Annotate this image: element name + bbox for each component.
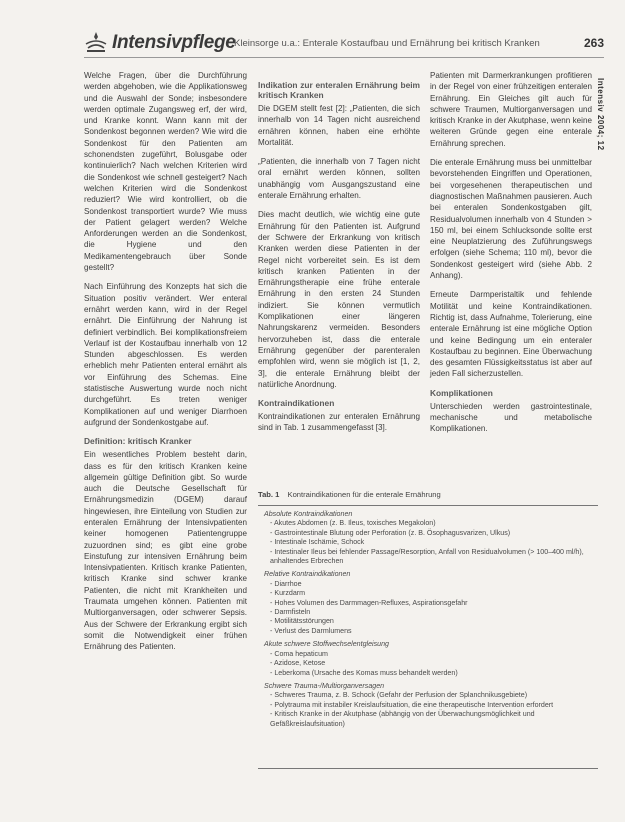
- table-item: - Intestinaler Ileus bei fehlender Passage/Resorption, Anfall von Residualvolumen (> 100–400 ml/h), anhaltendes Erbrechen: [270, 547, 584, 566]
- section-heading: Kontraindikationen: [258, 398, 335, 409]
- brand-title: Intensivpflege: [112, 32, 236, 53]
- table-group: [264, 640, 598, 678]
- table-item: - Darmfisteln: [270, 608, 311, 617]
- table-item: - Motilitätsstörungen: [270, 617, 334, 626]
- table-item: - Schweres Trauma, z. B. Schock (Gefahr der Perfusion der Splanchnikusgebiete): [270, 691, 528, 700]
- table-group: [264, 682, 598, 729]
- paragraph: Patienten mit Darmerkrankungen profitieren in der Regel von einer frühzeitigen enteralen Ernährung. Ein Gleiches gilt auch für schwere Traumen, Multiorganversagen und kritisch Kranke in der Akutphase, wenn keine weiteren Gründe gegen eine enterale Ernährung sprechen.: [430, 71, 592, 148]
- paragraph: Welche Fragen, über die Durchführung werden abgehoben, wie die Applikationsweg und die Auswahl der Sonde; insbesondere werden optimale Zugangsweg erf, der wird, und Kranke konnt. Wann kann mit der Sondenkost begonnen werden? Wie wird die Sondenkost für den Patienten am schonendsten zugeführt, Bolusgabe oder kontinuierlich? Nach welchen Kriterien wird die Sondenkost wie schnell gesteigert? Nach welchen Kriterien wird die Sondenkost reduziert? Wie wird kontrolliert, ob die Sondenkost transportiert wurde? Wie muss der Patient gelagert werden? Welche Anforderungen werden an die Sondenkost, die Hygiene und den Medikamentengebrauch über Sonde gestellt?: [84, 71, 247, 273]
- table-item: - Intestinale Ischämie, Schock: [270, 538, 365, 547]
- table-item: - Hohes Volumen des Darmmagen-Refluxes, Aspirationsgefahr: [270, 598, 468, 607]
- table-item: - Azidose, Ketose: [270, 659, 326, 668]
- paragraph: Kontraindikationen zur enteralen Ernährung sind in Tab. 1 zusammengefasst [3].: [258, 412, 420, 433]
- text-column-left: [84, 70, 247, 661]
- table-group-heading: Relative Kontraindikationen: [264, 570, 351, 579]
- section-heading: Komplikationen: [430, 387, 493, 398]
- table-group: [264, 510, 598, 566]
- table-group-heading: Absolute Kontraindikationen: [264, 510, 353, 518]
- header-rule: [84, 57, 604, 58]
- page-number: 263: [583, 36, 604, 50]
- page-header: [84, 31, 604, 55]
- section-heading: Indikation zur enteralen Ernährung beim kritisch Kranken: [258, 80, 420, 100]
- table-item: - Kurzdarm: [270, 589, 306, 598]
- text-column-right: [430, 70, 592, 443]
- table-group: [264, 570, 598, 636]
- paragraph: Unterschieden werden gastrointestinale, mechanische und metabolische Komplikationen.: [430, 401, 592, 434]
- paragraph: Ein wesentliches Problem besteht darin, dass es für den kritisch Kranken keine allgemein gültige Definition gibt. So wurde auch die Deutsche Gesellschaft für Ernährungsmedizin (DGEM) darauf hingewiesen, ihre Einteilung von Studien zur enteralen Ernährung der Intensivpatienten keiner homogenen Patientengruppe zuzuordnen sind; es gibt eine grobe Einstufung zur intensiven Ernährung beim Intensivpatienten. Kritisch kranke Patienten, kritisch Kranke sind schwer kranke Patienten, die nicht mit Krankheiten und Traumata umgehen können. Patienten mit Multiorganversagen, oder schwerer Sepsis. Aus der Schwere der Erkrankung ergibt sich somit die Notwendigkeit einer frühen Ernährung des Patienten.: [84, 450, 247, 652]
- table-label: Tab. 1: [258, 490, 280, 499]
- table-item: - Coma hepaticum: [270, 649, 328, 658]
- paragraph: Dies macht deutlich, wie wichtig eine gute Ernährung für den Patienten ist. Aufgrund der Schwere der Erkrankung von kritisch Kranken werden diese Patienten in der Regel nicht vorbereitet sein. Es ist dem kritisch kranken Patienten in der Ernährungstherapie eine frühe enterale Ernährung in den ersten 24 Stunden indiziert. Sie können vermutlich Komplikationen einer längeren Nahrungskarenz vermeiden. Besonders hervorzuheben ist, dass die enterale Ernährung gegenüber der parenteralen empfohlen wird, wenn sie möglich ist [1, 2, 3], die enterale Ernährung bleibt der natürliche Anordnung.: [258, 210, 420, 389]
- table-group-heading: Akute schwere Stoffwechselentgleisung: [264, 640, 389, 649]
- table-group-heading: Schwere Trauma-/Multiorganversagen: [264, 681, 385, 690]
- running-title: Kleinsorge u.a.: Enterale Kostaufbau und Ernährung bei kritisch Kranken: [234, 38, 540, 49]
- text-column-middle: [258, 80, 420, 442]
- table-caption-text: Kontraindikationen für die enterale Ernährung: [287, 490, 441, 499]
- paragraph: Die enterale Ernährung muss bei unmittelbar bevorstehenden Eingriffen und Operationen, bei vorgesehenen therapeutischen und diagnostischen Maßnahmen pausieren. Auch bei enteralen Sondenkostgaben gilt, Residualvolumen innerhalb von 4 Stunden > 150 ml, bei einem Schlucksonde sollte erst eine Neuplatzierung des Zuführungswegs erfolgen (siehe Schema; 110 ml), bevor die Sondenkost gesteigert wird (siehe Abb. 2 Anhang).: [430, 158, 592, 281]
- contraindication-table: [258, 505, 598, 769]
- section-heading: Definition: kritisch Kranker: [84, 436, 192, 447]
- table-item: - Akutes Abdomen (z. B. Ileus, toxisches Megakolon): [270, 519, 436, 528]
- paragraph: Nach Einführung des Konzepts hat sich die Situation positiv verändert. Wer enteral ernährt werden kann, wird in der Regel ernährt. Die Einführung der Nahrung ist definiert verbindlich. Bei komplikationsfreiem Verlauf ist der Kostaufbau innerhalb von 12 Stunden abgeschlossen. Es werden erheblich mehr Patienten enteral ernährt als vor Einführung des Schemas. Eine statistische Auswertung wurde noch nicht durchgeführt. Es treten weniger Komplikationen auf und weniger Diarrhoen aufgrund der Sondenkostgabe auf.: [84, 282, 247, 427]
- table-item: - Gastrointestinale Blutung oder Perforation (z. B. Ösophagusvarizen, Ulkus): [270, 528, 511, 537]
- intensivpflege-logo-icon: [84, 31, 108, 53]
- paragraph: Erneute Darmperistaltik und fehlende Motilität und keine Kontraindikationen. Richtig ist, dass Aufnahme, Tolerierung, eine enterale Ernährung ist eine mögliche Option und keine Bedingung um ein enteraler Kostaufbau zu beginnen. Eine Überwachung des gesamten Flüssigkeitsstatus ist aber auf jeden Fall sicherzustellen.: [430, 290, 592, 379]
- table-item: - Polytrauma mit instabiler Kreislaufsituation, die eine therapeutische Intervention erfordert: [270, 700, 554, 709]
- table-item: - Leberkoma (Ursache des Komas muss behandelt werden): [270, 668, 458, 677]
- side-journal-label: Intensiv 2004; 12: [596, 78, 605, 151]
- paragraph: „Patienten, die innerhalb von 7 Tagen nicht oral ernährt werden können, sollten unabhängig vom Ausgangszustand eine enterale Ernährung erhalten.: [258, 157, 420, 201]
- table-item: - Kritisch Kranke in der Akutphase (abhängig von der Überwachungsmöglichkeit und Gefäßkreislaufsituation): [270, 710, 535, 728]
- table-item: - Diarrhoe: [270, 579, 302, 588]
- paragraph: Die DGEM stellt fest [2]: „Patienten, die sich innerhalb von 14 Tagen nicht ausreichend ernähren können, haben eine erhöhte Mortalität.: [258, 104, 420, 147]
- table-caption: [258, 490, 598, 499]
- table-item: - Verlust des Darmlumens: [270, 626, 352, 635]
